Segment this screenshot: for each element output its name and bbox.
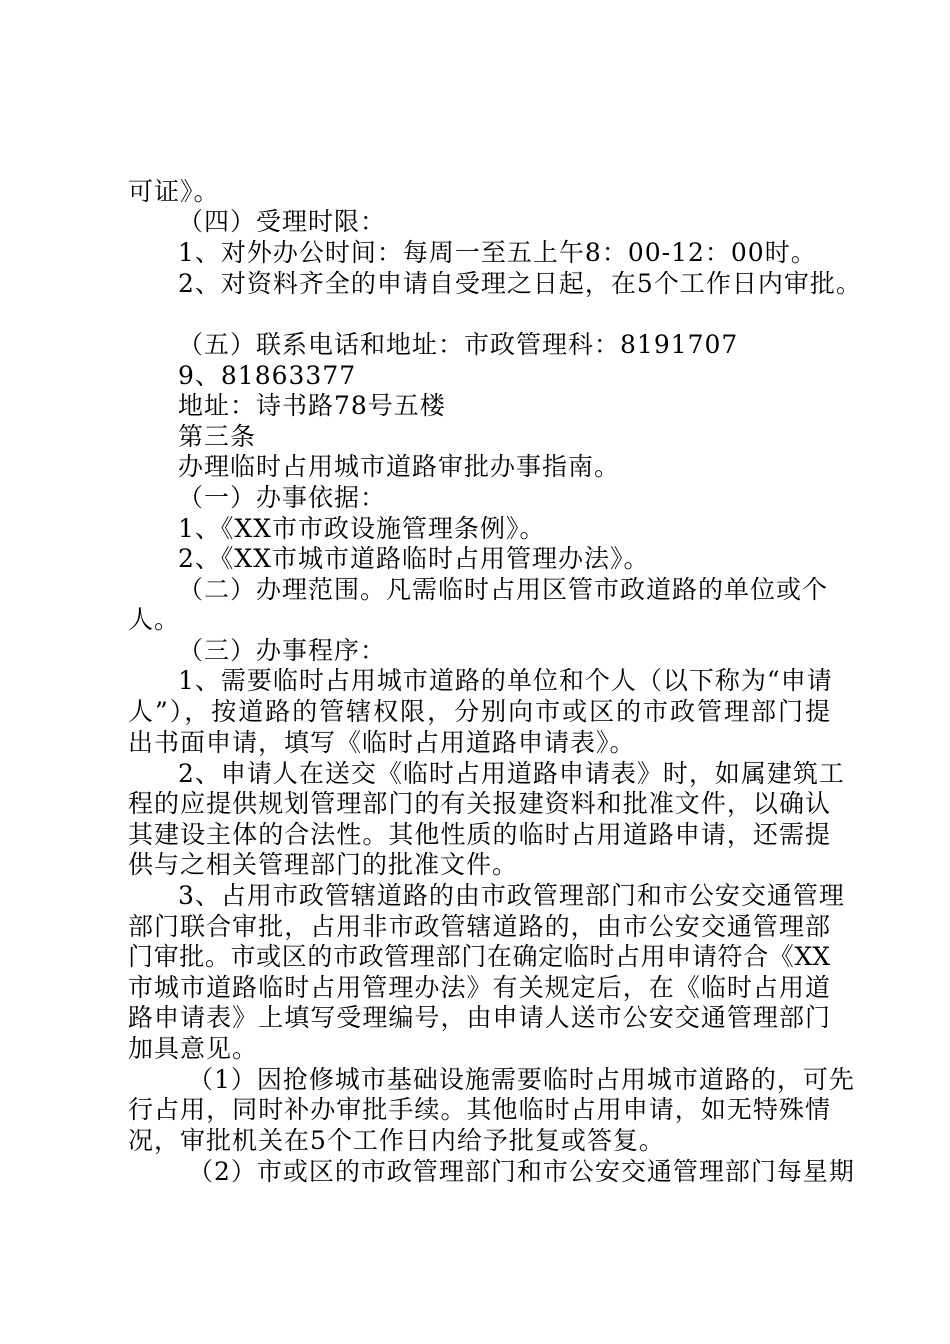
article-heading: 第三条: [178, 422, 257, 451]
text-line: 1、《XX市市政设施管理条例》。: [178, 514, 546, 543]
text-line: 门审批。市或区的市政管理部门在确定临时占用申请符合《XX: [128, 942, 830, 971]
text-line: 地址：诗书路78号五楼: [178, 391, 446, 420]
text-line: 供与之相关管理部门的批准文件。: [128, 850, 519, 879]
text-line: 出书面申请，填写《临时占用道路申请表》。: [128, 728, 636, 757]
text-line: 办理临时占用城市道路审批办事指南。: [178, 452, 621, 481]
text-line: （1）因抢修城市基础设施需要临时占用城市道路的，可先: [188, 1065, 855, 1094]
text-line: 2、《XX市城市道路临时占用管理办法》。: [178, 544, 650, 573]
text-line: （2）市或区的市政管理部门和市公安交通管理部门每星期: [188, 1157, 855, 1186]
text-line: 况，审批机关在5个工作日内给予批复或答复。: [128, 1126, 665, 1155]
section-heading: （二）办理范围。凡需临时占用区管市政道路的单位或个: [178, 575, 829, 604]
text-line: 9、81863377: [178, 361, 357, 390]
text-line: 加具意见。: [128, 1034, 259, 1063]
text-line: 部门联合审批，占用非市政管辖道路的，由市公安交通管理部: [128, 912, 830, 941]
text-line: 1、对外办公时间：每周一至五上午8：00-12：00时。: [178, 238, 817, 267]
text-line: 行占用，同时补办审批手续。其他临时占用申请，如无特殊情: [128, 1095, 830, 1124]
section-heading: （一）办事依据：: [178, 483, 387, 512]
section-heading: （三）办事程序：: [178, 636, 387, 665]
text-line: 1、需要临时占用城市道路的单位和个人（以下称为“申请: [178, 666, 833, 695]
text-line: 人”），按道路的管辖权限，分别向市或区的市政管理部门提: [128, 697, 830, 726]
text-line: 2、对资料齐全的申请自受理之日起，在5个工作日内审批。: [178, 269, 862, 298]
text-line: 其建设主体的合法性。其他性质的临时占用道路申请，还需提: [128, 820, 830, 849]
text-line: 路申请表》上填写受理编号，由申请人送市公安交通管理部门: [128, 1003, 830, 1032]
text-line: 市城市道路临时占用管理办法》有关规定后，在《临时占用道: [128, 973, 830, 1002]
section-heading: （四）受理时限：: [178, 207, 387, 236]
text-line: 程的应提供规划管理部门的有关报建资料和批准文件，以确认: [128, 789, 830, 818]
text-line: 2、申请人在送交《临时占用道路申请表》时，如属建筑工: [178, 759, 845, 788]
section-heading: （五）联系电话和地址：市政管理科：8191707: [178, 330, 739, 359]
text-line: 可证》。: [128, 177, 220, 206]
text-line: 3、占用市政管辖道路的由市政管理部门和市公安交通管理: [178, 881, 845, 910]
text-line: 人。: [128, 605, 181, 634]
